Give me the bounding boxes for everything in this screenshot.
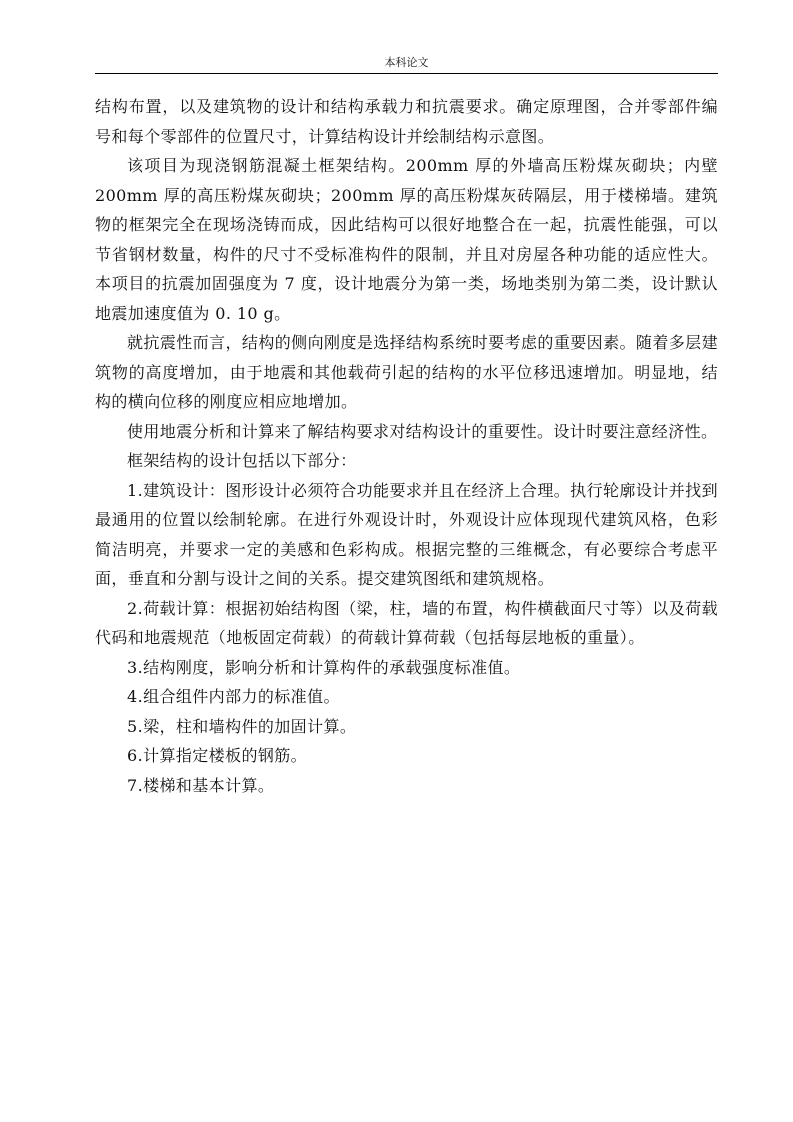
list-item-architectural-design: 1.建筑设计：图形设计必须符合功能要求并且在经济上合理。执行轮廓设计并找到最通用的位置以绘制轮廓。在进行外观设计时，外观设计应体现现代建筑风格，色彩简洁明亮，并要求一定的美感和色彩构成。根据完整的三维概念，有必要综合考虑平面，垂直和分割与设计之间的关系。提交建筑图纸和建筑规格。 [95, 480, 718, 588]
header-title: 本科论文 [384, 56, 429, 69]
body-text [95, 92, 718, 800]
paragraph-design-parts-intro: 框架结构的设计包括以下部分： [127, 451, 357, 470]
list-item-load-calculation: 2.荷载计算：根据初始结构图（梁，柱，墙的布置，构件横截面尺寸等）以及荷载代码和地震规范（地板固定荷载）的荷载计算荷载（包括每层地板的重量）。 [95, 598, 718, 647]
paragraph-lateral-stiffness: 就抗震性而言，结构的侧向刚度是选择结构系统时要考虑的重要因素。随着多层建筑物的高度增加，由于地震和其他载荷引起的结构的水平位移迅速增加。明显地，结构的横向位移的刚度应相应地增加。 [95, 333, 718, 411]
list-item-stairs-foundation: 7.楼梯和基本计算。 [127, 775, 275, 795]
paragraph-seismic-analysis: 使用地震分析和计算来了解结构要求对结构设计的重要性。设计时要注意经济性。 [127, 421, 718, 441]
page-header [95, 56, 718, 74]
list-item-internal-forces: 4.组合组件内部力的标准值。 [127, 687, 340, 706]
list-item-reinforcement: 5.梁，柱和墙构件的加固计算。 [127, 716, 357, 736]
list-item-structural-stiffness: 3.结构刚度，影响分析和计算构件的承载强度标准值。 [127, 657, 521, 677]
paragraph-project-overview: 该项目为现浇钢筋混凝土框架结构。200mm 厚的外墙高压粉煤灰砌块；内壁 200mm 厚的高压粉煤灰砌块；200mm 厚的高压粉煤灰砖隔层，用于楼梯墙。建筑物的框架完全在现场浇铸而成，因此结构可以很好地整合在一起，抗震性能强，可以节省钢材数量，构件的尺寸不受标准构件的限制，并且对房屋各种功能的适应性大。本项目的抗震加固强度为 7 度，设计地震分为第一类，场地类别为第二类，设计默认地震加速度值为 0. 10 g。 [95, 156, 718, 323]
list-item-slab-reinforcement: 6.计算指定楼板的钢筋。 [127, 746, 308, 765]
paragraph-continuation: 结构布置，以及建筑物的设计和结构承载力和抗震要求。确定原理图，合并零部件编号和每个零部件的位置尺寸，计算结构设计并绘制结构示意图。 [95, 97, 718, 146]
